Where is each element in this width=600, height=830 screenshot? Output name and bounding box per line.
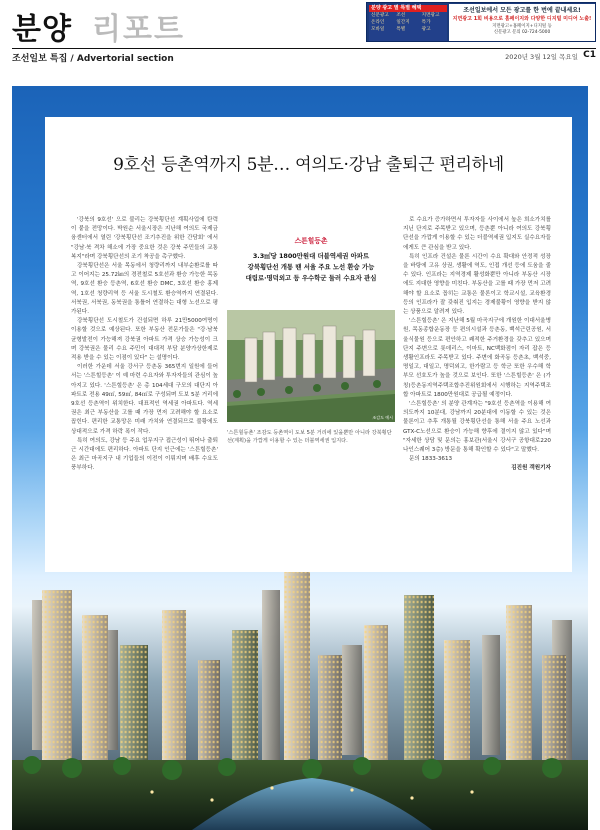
ad-item: 지면광고: [421, 13, 440, 18]
paragraph: '강북의 9호선' 으로 불리는 강북횡단선 계획사업에 탄력이 붙을 전망이다. 박원순 서울시장은 지난해 여의도 국제금융센터에서 열린 '강북횡단선 조기추진을 위한 간담회' 에서 "강남·북 격차 해소에 가장 중요한 것은 강북 주민들의 교통 복지"라며 강북횡단선의 조기 착공을 촉구했다.: [71, 217, 218, 260]
paragraph: 로 수요가 증가하면서 투자자들 사이에서 높은 희소가치를 지닌 단지로 주목받고 있으며, 등촌뿐 아니라 여의도 강북횡단선을 가깝게 이용할 수 있는 더블역세권 입지도 실수요자들에게도 큰 관심을 받고 있다.: [403, 217, 551, 251]
aerial-rendering-image: [227, 310, 395, 422]
ad-headline: 조선일보에서 모든 광고를 한 번에 끝내세요!: [463, 7, 581, 14]
ad-item: 모바일: [371, 27, 385, 32]
article-column-left: [71, 216, 218, 561]
ad-item: 신문광고: [371, 13, 389, 18]
reporter-byline: 김진원 객원기자: [511, 465, 551, 472]
ad-item: 일간지: [396, 20, 410, 25]
ad-left-panel: [369, 5, 447, 41]
ad-offer: 지면광고 1회 비용으로 홈페이지와 다양한 디지털 미디어 노출!: [452, 16, 592, 22]
contact-line: 문의 1833-3613: [409, 456, 453, 463]
subhead-line: 대림로·명덕외고 등 우수학군 둘러 수요자 관심: [245, 274, 377, 282]
photo-caption: '스튼힐등촌' 조감도 등촌역이 도보 5분 거리에 있을뿐만 아니라 강북횡단선(계획)을 가깝게 이용할 수 있는 더블역세권 입지다.: [227, 430, 392, 444]
photo-credit: 조감도 예시: [372, 415, 393, 420]
aerial-rendering-photo: [227, 310, 395, 422]
ad-left-heading: 분양 광고 별 특별 혜택: [369, 5, 447, 12]
section-subtitle: 리포트: [92, 12, 185, 47]
article-column-right: [403, 216, 551, 561]
paragraph: '스튼힐등촌' 은 지난해 5월 마곡지구에 개원한 이대서울병원, 목동종합운동장 등 편의시설과 등촌동, 백석근린공원, 서울식물원 등으로 편안하고 쾌적한 주거환경을 갖추고 있으며 단지 주변으로 롯데리스, 이마트, NC백화점이 자리 잡은 등 생활인프라도 주목받고 있다. 주변에 화곡동 등촌초, 백석중, 명일고, 대일고, 명덕외고, 한가람고 등 학군 또한 우수해 학부모 선호도가 높을 것으로 보인다. 또한 '스튼힐등촌' 은 (가칭)등촌동지역주택조합추진위원회에서 시행하는 지역주택조합 아파트로 1800만원대로 공급될 예정이다.: [403, 318, 551, 398]
page-number: C1: [583, 50, 596, 60]
section-label: 조선일보 특집 / Advertorial section: [12, 54, 174, 64]
ad-item: 특별: [396, 27, 406, 32]
issue-date: 2020년 3월 12일 목요일: [505, 53, 578, 61]
ad-item: 특가: [421, 20, 431, 25]
ad-contact: 신문광고 문의 02-724-5000: [493, 30, 551, 35]
article-subhead-block: [227, 235, 395, 284]
ad-detail: 지면광고+홈페이지+디지털 등: [492, 24, 552, 29]
ad-item: 온라인: [371, 20, 385, 25]
subhead-line: 3.3㎡당 1800만원대 더블역세권 아파트: [252, 252, 370, 260]
ad-item-grid: [369, 12, 447, 34]
section-title: 분양: [12, 12, 72, 47]
article-headline: 9호선 등촌역까지 5분… 여의도·강남 출퇴근 편리하네: [113, 155, 504, 175]
ad-item: 광고: [421, 27, 431, 32]
article-card: [45, 117, 572, 572]
masthead-info-bar: [12, 48, 596, 64]
masthead: [0, 0, 600, 68]
cityscape-illustration: [12, 560, 588, 830]
project-tag: 스튼힐등촌: [294, 237, 328, 245]
paragraph: 강북횡단선 도시철도가 건설되면 하루 21만5000여명이 이용할 것으로 예상된다. 또한 부동산 전문가들은 "강·남북 균형발전이 가능해져 강북권 아파트 가격 상승 가능성이 크며 강북권은 물리 수요 주민이 대대적 부담 분양가상한제로 적용 받을 수 있는 이점이 있다" 는 설명이다.: [71, 318, 218, 362]
subhead-line: 강북횡단선 개통 땐 서울 주요 노선 환승 가능: [247, 263, 375, 271]
ad-item: 조선: [396, 13, 406, 18]
paragraph: 특히 인프라 건설은 물론 시간이 수요 확대와 안정적 성장을 바탕에 고유 상권, 생활에 역도, 인접 개선 등에 도움을 줄 수 있다. 인프라는 지역경제 활성화뿐만 아니라 부동산 시장에도 지대한 영향을 미친다. 부동산을 고를 때 가장 먼저 고려해야 할 요소로 꼽히는 교통은 물론이고 학교시설, 교육환경 등의 인프라가 잘 갖춰진 입지는 경제불황이 영향을 받지 않는 상품으로 알려져 있다.: [403, 253, 551, 316]
ad-right-panel: [449, 4, 595, 42]
paragraph: '스튼힐등촌' 의 분양 관계자는 "9호선 등촌역을 이용해 여의도까지 10분대, 강남까지 20분대에 이동할 수 있는 것은 물론이고 추후 개통될 강북횡단선을 통해 서울 주요 노선과 GTX-C노선으로 환승이 가능해 향후에 결이지 않고 있다"며 "자세한 상담 및 문의는 홍보관(서울시 강서구 공항대로220 나인스퀘어 3층) 방문을 통해 확인할 수 있다"고 말했다.: [403, 401, 551, 454]
header-advertisement[interactable]: [366, 2, 596, 42]
paragraph: 특히 여의도, 강남 등 주요 업무지구 접근성이 뛰어나 출퇴근 시간대에도 편리하다. 아파트 단지 인근에는 '스튼힐등촌' 은 최근 마곡지구 내 기업들의 이전이 이뤄지며 배후 수요도 풍부하다.: [71, 437, 218, 472]
paragraph: 이러한 가운데 서울 강서구 등촌동 365번지 일원에 들어서는 '스튼힐등촌' 이 예 마련 수요자와 투자자들의 관심이 높아지고 있다. '스튼힐등촌' 은 총 104세대 구모의 대단지 아파트로 전용 49㎡, 59㎡, 84㎡로 구성되며 도보 5분 거리에 9호선 등촌역이 위치한다. 대표적인 역세권 아파트다. 역세권은 최근 부동산을 고를 때 가장 먼저 고려해야 할 요소로 꼽힌다. 편리한 교통망은 미래 가치와 연결되므로 불황에도 상대적으로 가격 하락 폭이 작다.: [71, 364, 218, 435]
paragraph: 강북횡단선은 서울 목동에서 청량리까지 내부순환로를 따고 이어지는 25.72㎞의 경전철로 5호선과 환승 가능한 목동역, 9호선 환승 등촌역, 6호선 환승 DMC, 3호선 환승 홍제역, 1호선 청량리역 등 서울 도시철도 환승역까지 연결된다. 서북권, 서북권, 동북권을 통틀어 연결하는 대형 노선으로 평가된다.: [71, 263, 218, 316]
